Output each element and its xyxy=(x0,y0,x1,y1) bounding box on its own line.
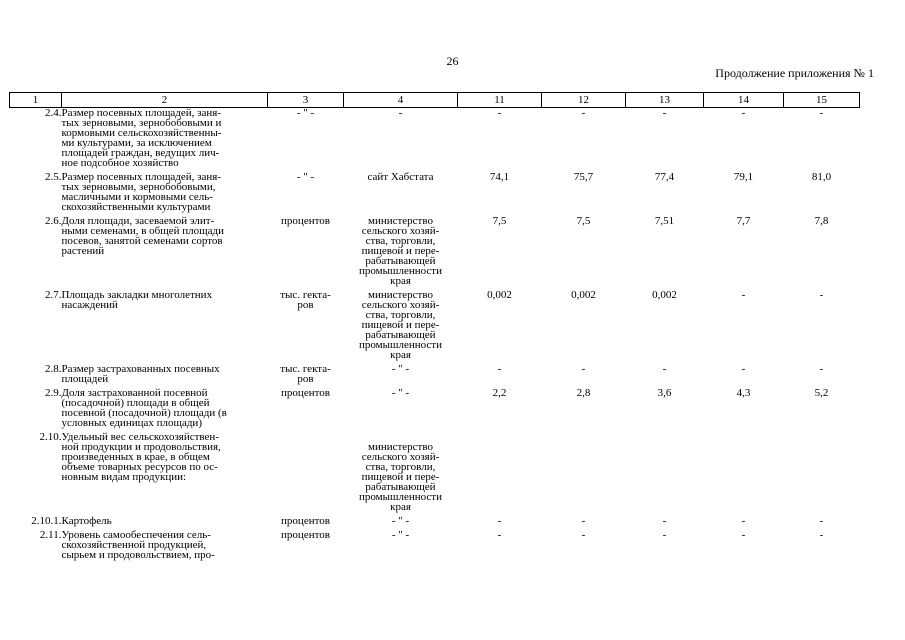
data-source-text: - " - xyxy=(391,363,410,375)
value-col-11 xyxy=(458,172,542,216)
unit-of-measure xyxy=(268,290,344,364)
value-col-13-text: - xyxy=(662,515,667,527)
table-row xyxy=(10,516,860,530)
value-col-11 xyxy=(458,530,542,560)
row-number xyxy=(10,516,62,530)
value-col-11 xyxy=(458,216,542,290)
header-cell: 4 xyxy=(344,93,458,108)
indicator-name-text: Размер посевных площадей, заня- тых зерновыми, зернобобовыми и кормовыми сельскохозяйственны- ми культурами, за исключением площадей граждан, ведущих лич- ное подсобное хозяйство xyxy=(61,107,222,169)
value-col-11-text: 2,2 xyxy=(492,387,507,399)
data-source xyxy=(344,108,458,173)
value-col-15 xyxy=(784,364,860,388)
table-row xyxy=(10,388,860,432)
header-cell: 12 xyxy=(542,93,626,108)
data-source xyxy=(344,290,458,364)
value-col-11-text: - xyxy=(497,107,502,119)
row-number xyxy=(10,172,62,216)
data-source-text: - " - xyxy=(391,529,410,541)
table-row xyxy=(10,432,860,516)
value-col-15 xyxy=(784,172,860,216)
value-col-11-text: 7,5 xyxy=(492,215,507,227)
value-col-13-text: - xyxy=(662,529,667,541)
value-col-11-text: 74,1 xyxy=(489,171,510,183)
unit-of-measure-text: тыс. гекта- ров xyxy=(280,289,331,311)
unit-of-measure-text: тыс. гекта- ров xyxy=(280,363,331,385)
value-col-14-text: 4,3 xyxy=(736,387,751,399)
value-col-11 xyxy=(458,516,542,530)
value-col-12 xyxy=(542,108,626,173)
value-col-14-text: 7,7 xyxy=(736,215,751,227)
indicators-table xyxy=(9,92,860,560)
page-number: 26 xyxy=(446,54,459,68)
value-col-12-text: - xyxy=(581,515,586,527)
value-col-11 xyxy=(458,388,542,432)
value-col-15 xyxy=(784,290,860,364)
value-col-13-text: - xyxy=(662,363,667,375)
value-col-11-text: 0,002 xyxy=(487,289,512,301)
value-col-12 xyxy=(542,290,626,364)
unit-of-measure-text: процентов xyxy=(281,215,330,227)
value-col-11 xyxy=(458,108,542,173)
value-col-12-text: - xyxy=(581,107,586,119)
data-source-text: министерство сельского хозяй- ства, торговли, пищевой и пере- рабатывающей промышленности края xyxy=(359,215,442,287)
data-source xyxy=(344,216,458,290)
value-col-12-text: 0,002 xyxy=(571,289,596,301)
indicator-name xyxy=(62,172,268,216)
value-col-15-text: - xyxy=(819,289,824,301)
unit-of-measure xyxy=(268,516,344,530)
value-col-15-text: - xyxy=(819,107,824,119)
value-col-13 xyxy=(626,530,704,560)
header-cell: 13 xyxy=(626,93,704,108)
header-cell: 2 xyxy=(62,93,268,108)
value-col-12 xyxy=(542,216,626,290)
value-col-11-text: - xyxy=(497,363,502,375)
value-col-15-text: - xyxy=(819,515,824,527)
value-col-14 xyxy=(704,364,784,388)
row-number xyxy=(10,108,62,173)
header-cell: 11 xyxy=(458,93,542,108)
row-number-text: 2.5. xyxy=(45,171,62,183)
row-number-text: 2.11. xyxy=(39,529,62,541)
unit-of-measure xyxy=(268,172,344,216)
value-col-15-text: - xyxy=(819,529,824,541)
value-col-14 xyxy=(704,216,784,290)
value-col-12-text: - xyxy=(581,363,586,375)
indicator-name-text: Доля застрахованной посевной (посадочной) площади в общей посевной (посадочной) площади (в условных единицах площади) xyxy=(61,387,227,429)
unit-of-measure xyxy=(268,530,344,560)
indicator-name-text: Картофель xyxy=(61,515,112,527)
indicator-name xyxy=(62,364,268,388)
table-row xyxy=(10,364,860,388)
value-col-13 xyxy=(626,108,704,173)
value-col-13 xyxy=(626,290,704,364)
value-col-14-text: - xyxy=(741,107,746,119)
data-source-text: - " - xyxy=(391,515,410,527)
indicator-name-text: Уровень самообеспечения сель- скохозяйственной продукцией, сырьем и продовольствием, про- xyxy=(61,529,215,561)
value-col-13-text: 3,6 xyxy=(657,387,672,399)
value-col-14-text: 79,1 xyxy=(733,171,754,183)
value-col-14 xyxy=(704,108,784,173)
value-col-14 xyxy=(704,516,784,530)
row-number-text: 2.4. xyxy=(45,107,62,119)
value-col-14 xyxy=(704,388,784,432)
value-col-14 xyxy=(704,172,784,216)
indicator-name-text: Площадь закладки многолетних насаждений xyxy=(61,289,213,311)
value-col-12-text: 75,7 xyxy=(573,171,594,183)
row-number-text: 2.9. xyxy=(45,387,62,399)
row-number xyxy=(10,432,62,516)
value-col-15 xyxy=(784,108,860,173)
value-col-13-text: - xyxy=(662,107,667,119)
value-col-14 xyxy=(704,432,784,516)
value-col-12-text: 7,5 xyxy=(576,215,591,227)
unit-of-measure xyxy=(268,216,344,290)
data-source xyxy=(344,530,458,560)
value-col-14-text: - xyxy=(741,529,746,541)
value-col-13 xyxy=(626,216,704,290)
value-col-11-text: - xyxy=(497,529,502,541)
value-col-13 xyxy=(626,172,704,216)
unit-of-measure-text: - " - xyxy=(296,107,315,119)
indicator-name xyxy=(62,388,268,432)
data-source-text: министерство сельского хозяй- ства, торговли, пищевой и пере- рабатывающей промышленности края xyxy=(359,289,442,361)
indicator-name xyxy=(62,108,268,173)
value-col-15-text: 81,0 xyxy=(811,171,832,183)
value-col-15 xyxy=(784,216,860,290)
unit-of-measure-text: процентов xyxy=(281,515,330,527)
value-col-14-text: - xyxy=(741,515,746,527)
value-col-13 xyxy=(626,388,704,432)
data-source xyxy=(344,516,458,530)
value-col-12 xyxy=(542,388,626,432)
table-row xyxy=(10,216,860,290)
row-number xyxy=(10,364,62,388)
data-source xyxy=(344,172,458,216)
row-number-text: 2.8. xyxy=(45,363,62,375)
value-col-14-text: - xyxy=(741,363,746,375)
value-col-15 xyxy=(784,530,860,560)
table-row xyxy=(10,290,860,364)
value-col-11 xyxy=(458,290,542,364)
row-number-text: 2.10. xyxy=(39,431,62,443)
value-col-11 xyxy=(458,364,542,388)
unit-of-measure xyxy=(268,432,344,516)
value-col-14-text: - xyxy=(741,289,746,301)
value-col-12 xyxy=(542,172,626,216)
row-number xyxy=(10,388,62,432)
continuation-note: Продолжение приложения № 1 xyxy=(715,66,874,80)
data-source-text: - " - xyxy=(391,387,410,399)
value-col-14 xyxy=(704,530,784,560)
header-cell: 14 xyxy=(704,93,784,108)
unit-of-measure xyxy=(268,388,344,432)
indicator-name-text: Размер застрахованных посевных площадей xyxy=(61,363,220,385)
header-row xyxy=(10,93,860,108)
value-col-13-text: 0,002 xyxy=(652,289,677,301)
unit-of-measure xyxy=(268,108,344,173)
table-row xyxy=(10,108,860,173)
indicator-name xyxy=(62,290,268,364)
data-source-text: - xyxy=(398,107,403,119)
value-col-11 xyxy=(458,432,542,516)
data-source xyxy=(344,364,458,388)
value-col-13 xyxy=(626,432,704,516)
data-source xyxy=(344,432,458,516)
value-col-15-text: 7,8 xyxy=(814,215,829,227)
value-col-11-text: - xyxy=(497,515,502,527)
indicator-name-text: Удельный вес сельскохозяйствен- ной продукции и продовольствия, произведенных в крае, в общем объеме товарных ресурсов по ос- новным видам продукции: xyxy=(61,431,221,483)
row-number-text: 2.6. xyxy=(45,215,62,227)
row-number-text: 2.7. xyxy=(45,289,62,301)
value-col-15 xyxy=(784,388,860,432)
row-number-text: 2.10.1. xyxy=(31,515,62,527)
indicator-name xyxy=(62,516,268,530)
value-col-14 xyxy=(704,290,784,364)
header-cell: 3 xyxy=(268,93,344,108)
indicator-name xyxy=(62,432,268,516)
value-col-13-text: 7,51 xyxy=(654,215,675,227)
indicator-name-text: Размер посевных площадей, заня- тых зерновыми, зернобобовыми, масличными и кормовыми сель- скохозяйственными культурами xyxy=(61,171,221,213)
value-col-12 xyxy=(542,516,626,530)
unit-of-measure-text: - " - xyxy=(296,171,315,183)
header-cell: 1 xyxy=(10,93,62,108)
unit-of-measure-text: процентов xyxy=(281,529,330,541)
indicator-name xyxy=(62,530,268,560)
unit-of-measure xyxy=(268,364,344,388)
indicator-name xyxy=(62,216,268,290)
table-row xyxy=(10,530,860,560)
data-source xyxy=(344,388,458,432)
table-body xyxy=(10,108,860,561)
table-row xyxy=(10,172,860,216)
value-col-15-text: - xyxy=(819,363,824,375)
data-source-text: сайт Хабстата xyxy=(367,171,434,183)
header-cell: 15 xyxy=(784,93,860,108)
value-col-12 xyxy=(542,530,626,560)
row-number xyxy=(10,216,62,290)
value-col-13-text: 77,4 xyxy=(654,171,675,183)
value-col-12-text: - xyxy=(581,529,586,541)
value-col-15-text: 5,2 xyxy=(814,387,829,399)
value-col-12 xyxy=(542,364,626,388)
value-col-15 xyxy=(784,516,860,530)
value-col-12 xyxy=(542,432,626,516)
value-col-12-text: 2,8 xyxy=(576,387,591,399)
row-number xyxy=(10,290,62,364)
unit-of-measure-text: процентов xyxy=(281,387,330,399)
row-number xyxy=(10,530,62,560)
value-col-13 xyxy=(626,364,704,388)
value-col-13 xyxy=(626,516,704,530)
data-source-text: министерство сельского хозяй- ства, торговли, пищевой и пере- рабатывающей промышленности края xyxy=(359,441,442,513)
value-col-15 xyxy=(784,432,860,516)
indicator-name-text: Доля площади, засеваемой элит- ными семенами, в общей площади посевов, занятой семенами сортов растений xyxy=(61,215,224,257)
